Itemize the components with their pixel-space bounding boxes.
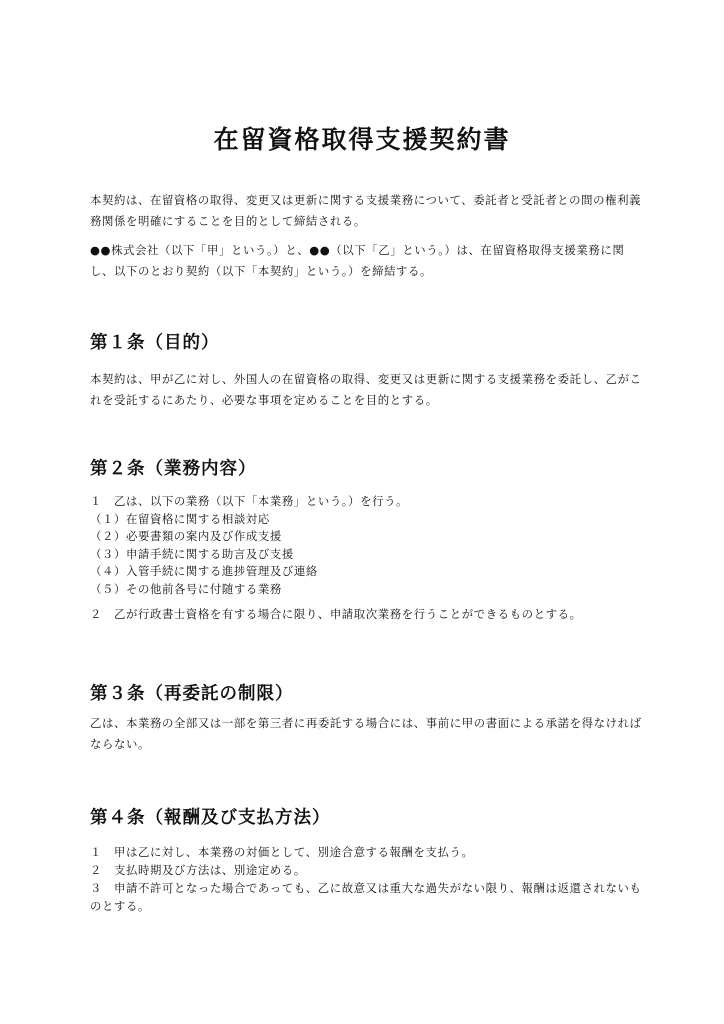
article-4-item: １ 甲は乙に対し、本業務の対価として、別途合意する報酬を支払う。 [90, 845, 474, 859]
article-3-text: 乙は、本業務の全部又は一部を第三者に再委託する場合には、事前に甲の書面による承諾を得なければならない。 [90, 716, 642, 751]
article-2-item: （５）その他前各号に付随する業務 [90, 581, 282, 596]
article-2-list [90, 493, 645, 598]
article-4-item: ３ 申請不許可となった場合であっても、乙に故意又は重大な過失がない限り、報酬は返還されないものとする。 [90, 881, 642, 913]
article-1-text: 本契約は、甲が乙に対し、外国人の在留資格の取得、変更又は更新に関する支援業務を委託し、乙がこれを受託するにあたり、必要な事項を定めることを目的とする。 [90, 372, 642, 407]
article-4-list [90, 843, 645, 915]
article-3-heading: 第３条（再委託の制限） [90, 684, 294, 704]
document-title: 在留資格取得支援契約書 [213, 125, 511, 154]
preamble-parties: ●●株式会社（以下「甲」という。）と、●●（以下「乙」という。）は、在留資格取得支援業務に関し、以下のとおり契約（以下「本契約」という。）を締結する。 [90, 243, 625, 278]
preamble-purpose: 本契約は、在留資格の取得、変更又は更新に関する支援業務について、委託者と受託者との間の権利義務関係を明確にすることを目的として締結される。 [90, 193, 642, 228]
article-2-item: （３）申請手続に関する助言及び支援 [90, 546, 294, 561]
article-1-heading: 第１条（目的） [90, 333, 220, 353]
article-4-item: ２ 支払時期及び方法は、別途定める。 [90, 863, 306, 877]
article-2-item: （２）必要書類の案内及び作成支援 [90, 529, 282, 543]
article-4-heading: 第４条（報酬及び支払方法） [90, 808, 331, 828]
article-2-item: （４）入管手続に関する進捗管理及び連絡 [90, 564, 318, 578]
article-2-item: １ 乙は、以下の業務（以下「本業務」という。）を行う。 [90, 494, 409, 508]
article-2-item: （１）在留資格に関する相談対応 [90, 511, 270, 526]
article-2-heading: 第２条（業務内容） [90, 459, 257, 479]
article-2-note: ２ 乙が行政書士資格を有する場合に限り、申請取次業務を行うことができるものとする。 [90, 607, 582, 621]
